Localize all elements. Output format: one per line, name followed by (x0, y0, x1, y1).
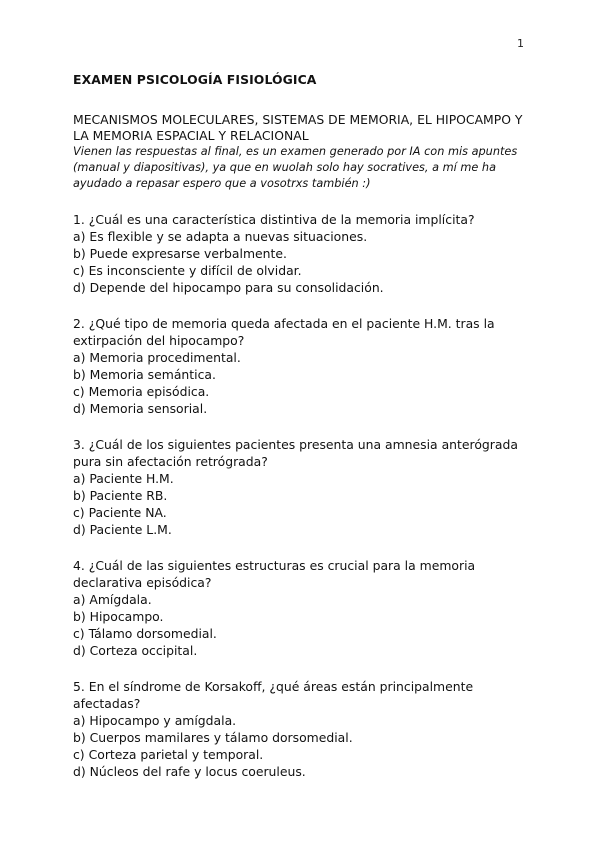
author-note (73, 144, 533, 192)
question-3 (73, 436, 533, 538)
question-line: afectadas? (73, 696, 141, 711)
answer-option-b: b) Hipocampo. (73, 609, 164, 624)
question-text (73, 315, 533, 349)
answer-option-d: d) Núcleos del rafe y locus coeruleus. (73, 764, 306, 779)
question-line: pura sin afectación retrógrada? (73, 454, 268, 469)
note-line: (manual y diapositivas), ya que en wuolah solo hay socratives, a mí me ha (73, 161, 496, 174)
answer-option-d: d) Depende del hipocampo para su consolidación. (73, 280, 384, 295)
answer-option-b: b) Paciente RB. (73, 488, 168, 503)
question-text (73, 436, 533, 470)
document-title: EXAMEN PSICOLOGÍA FISIOLÓGICA (73, 72, 317, 87)
answer-options (73, 591, 533, 659)
question-2 (73, 315, 533, 417)
question-line: 3. ¿Cuál de los siguientes pacientes presenta una amnesia anterógrada (73, 437, 518, 452)
question-4 (73, 557, 533, 659)
question-5 (73, 678, 533, 780)
answer-option-a: a) Es flexible y se adapta a nuevas situaciones. (73, 229, 368, 244)
question-line: extirpación del hipocampo? (73, 333, 245, 348)
note-line: Vienen las respuestas al final, es un examen generado por IA con mis apuntes (73, 145, 518, 158)
note-line: ayudado a repasar espero que a vosotrxs también :) (73, 177, 371, 190)
answer-option-d: d) Memoria sensorial. (73, 401, 208, 416)
answer-option-a: a) Paciente H.M. (73, 471, 174, 486)
question-text (73, 678, 533, 712)
question-line: 1. ¿Cuál es una característica distintiva de la memoria implícita? (73, 212, 475, 227)
answer-option-a: a) Memoria procedimental. (73, 350, 241, 365)
answer-options (73, 228, 533, 296)
answer-option-b: b) Memoria semántica. (73, 367, 216, 382)
answer-option-c: c) Paciente NA. (73, 505, 167, 520)
answer-option-d: d) Paciente L.M. (73, 522, 172, 537)
document-body (73, 72, 533, 799)
answer-options (73, 349, 533, 417)
answer-option-c: c) Tálamo dorsomedial. (73, 626, 217, 641)
answer-option-a: a) Hipocampo y amígdala. (73, 713, 237, 728)
question-line: 5. En el síndrome de Korsakoff, ¿qué áreas están principalmente (73, 679, 474, 694)
answer-option-c: c) Es inconsciente y difícil de olvidar. (73, 263, 302, 278)
answer-option-b: b) Cuerpos mamilares y tálamo dorsomedial. (73, 730, 353, 745)
subtitle-line: LA MEMORIA ESPACIAL Y RELACIONAL (73, 128, 309, 143)
answer-option-d: d) Corteza occipital. (73, 643, 198, 658)
answer-option-a: a) Amígdala. (73, 592, 152, 607)
question-text (73, 557, 533, 591)
question-line: declarativa episódica? (73, 575, 212, 590)
question-line: 2. ¿Qué tipo de memoria queda afectada en el paciente H.M. tras la (73, 316, 495, 331)
answer-option-c: c) Corteza parietal y temporal. (73, 747, 264, 762)
answer-options (73, 712, 533, 780)
subtitle-line: MECANISMOS MOLECULARES, SISTEMAS DE MEMORIA, EL HIPOCAMPO Y (73, 112, 523, 127)
question-line: 4. ¿Cuál de las siguientes estructuras es crucial para la memoria (73, 558, 476, 573)
answer-option-b: b) Puede expresarse verbalmente. (73, 246, 287, 261)
question-text (73, 211, 533, 228)
page-number: 1 (517, 37, 524, 50)
answer-option-c: c) Memoria episódica. (73, 384, 210, 399)
question-1 (73, 211, 533, 296)
answer-options (73, 470, 533, 538)
document-subtitle (73, 112, 533, 144)
